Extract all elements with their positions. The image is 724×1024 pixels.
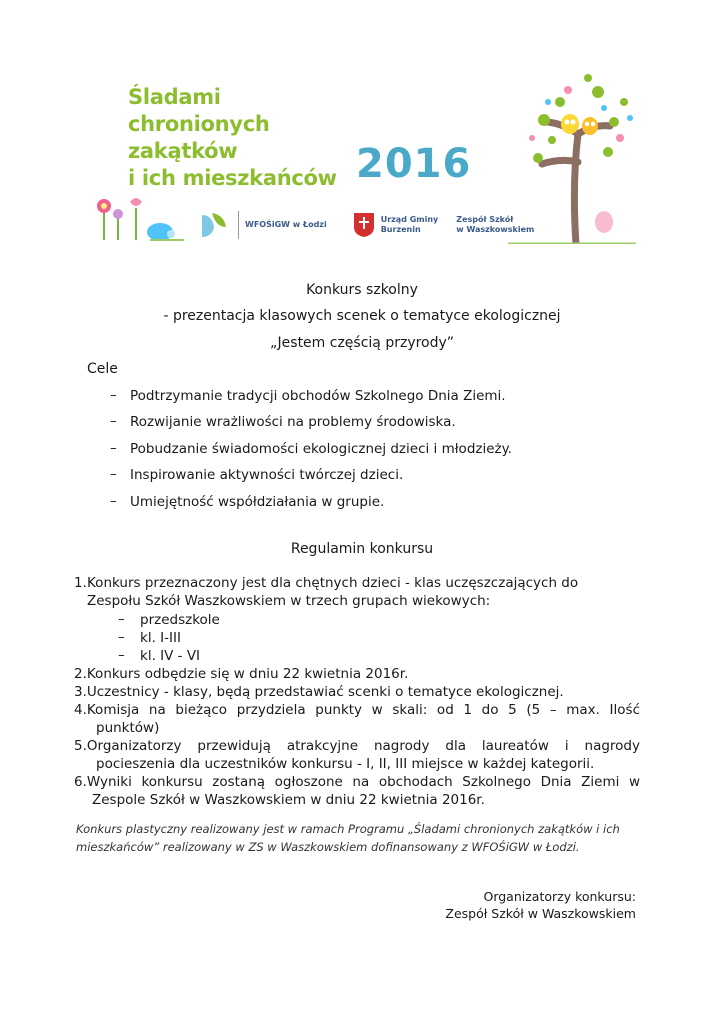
contest-title: „Jestem częścią przyrody”	[269, 335, 455, 351]
organizers-signature	[445, 888, 636, 922]
age-group: kl. IV - VI	[140, 648, 201, 664]
rule-4-line2: punktów)	[96, 720, 160, 736]
goal-item: Umiejętność współdziałania w grupie.	[130, 494, 385, 510]
tree-with-owls-illustration	[448, 62, 636, 244]
logo-divider	[238, 211, 239, 239]
contest-type: Konkurs szkolny	[306, 282, 418, 298]
banner-title-line2: chronionych zakątków	[128, 112, 270, 163]
gmina-label	[381, 215, 439, 235]
goal-dash: –	[110, 413, 117, 429]
group-dash: –	[118, 629, 125, 645]
goal-item: Rozwijanie wrażliwości na problemy środowiska.	[130, 414, 456, 430]
school-label-line2: w Waszkowskiem	[456, 225, 535, 234]
rule-1-line1: Konkurs przeznaczony jest dla chętnych dzieci - klas uczęszczających do	[87, 575, 579, 591]
funding-note-line2: mieszkańców” realizowany w ZS w Waszkowskiem dofinansowany z WFOŚiGW w Łodzi.	[76, 840, 580, 854]
rule-6-line2: Zespole Szkół w Waszkowskiem w dniu 22 kwietnia 2016r.	[92, 792, 485, 808]
header-banner	[88, 62, 636, 244]
goals-heading: Cele	[87, 361, 118, 377]
rule-number: 1.	[74, 575, 87, 591]
gmina-crest-icon	[353, 212, 375, 238]
rule-1-line2: Zespołu Szkół Waszkowskiem w trzech grupach wiekowych:	[87, 593, 491, 609]
gmina-logo	[353, 212, 439, 238]
banner-title-line3: i ich mieszkańców	[128, 166, 337, 190]
rule-6-line1: 6.Wyniki konkursu zostaną ogłoszone na obchodach Szkolnego Dnia Ziemi w	[74, 774, 640, 790]
school-label-line1: Zespół Szkół	[456, 215, 514, 224]
rule-4-line1: 4.Komisja na bieżąco przydziela punkty w skali: od 1 do 5 (5 – max. Ilość	[74, 702, 640, 718]
goal-item: Podtrzymanie tradycji obchodów Szkolnego Dnia Ziemi.	[130, 388, 506, 404]
group-dash: –	[118, 611, 125, 627]
age-group: przedszkole	[140, 612, 220, 628]
rules-heading: Regulamin konkursu	[290, 541, 434, 557]
goal-dash: –	[110, 440, 117, 456]
group-dash: –	[118, 647, 125, 663]
banner-title-line1: Śladami	[128, 85, 221, 109]
rule-2: 2.Konkurs odbędzie się w dniu 22 kwietnia 2016r.	[74, 666, 409, 682]
wfosigw-logo	[198, 211, 327, 239]
banner-title	[128, 84, 378, 192]
organizers-name: Zespół Szkół w Waszkowskiem	[445, 906, 636, 921]
funding-note-line1: Konkurs plastyczny realizowany jest w ramach Programu „Śladami chronionych zakątków i ich	[76, 822, 620, 836]
gmina-label-line1: Urząd Gminy	[380, 215, 439, 224]
banner-year: 2016	[356, 141, 472, 187]
goal-item: Pobudzanie świadomości ekologicznej dzieci i młodzieży.	[130, 441, 512, 457]
age-group: kl. I-III	[140, 630, 181, 646]
flowers-illustration	[88, 182, 188, 244]
contest-description: - prezentacja klasowych scenek o tematyce ekologicznej	[163, 308, 561, 324]
wfosigw-emblem-icon	[198, 211, 232, 239]
wfosigw-label: WFOŚiGW w Łodzi	[245, 220, 327, 229]
goal-dash: –	[110, 493, 117, 509]
rule-3: 3.Uczestnicy - klasy, będą przedstawiać scenki o tematyce ekologicznej.	[74, 684, 564, 700]
goal-dash: –	[110, 466, 117, 482]
organizers-label: Organizatorzy konkursu:	[483, 889, 636, 904]
rule-5-line1: 5.Organizatorzy przewidują atrakcyjne nagrody dla laureatów i nagrody	[74, 738, 640, 754]
goal-dash: –	[110, 387, 117, 403]
goal-item: Inspirowanie aktywności twórczej dzieci.	[130, 467, 404, 483]
gmina-label-line2: Burzenin	[380, 225, 421, 234]
rule-5-line2: pocieszenia dla uczestników konkursu - I, II, III miejsce w każdej kategorii.	[96, 756, 595, 772]
funding-note	[76, 820, 656, 856]
